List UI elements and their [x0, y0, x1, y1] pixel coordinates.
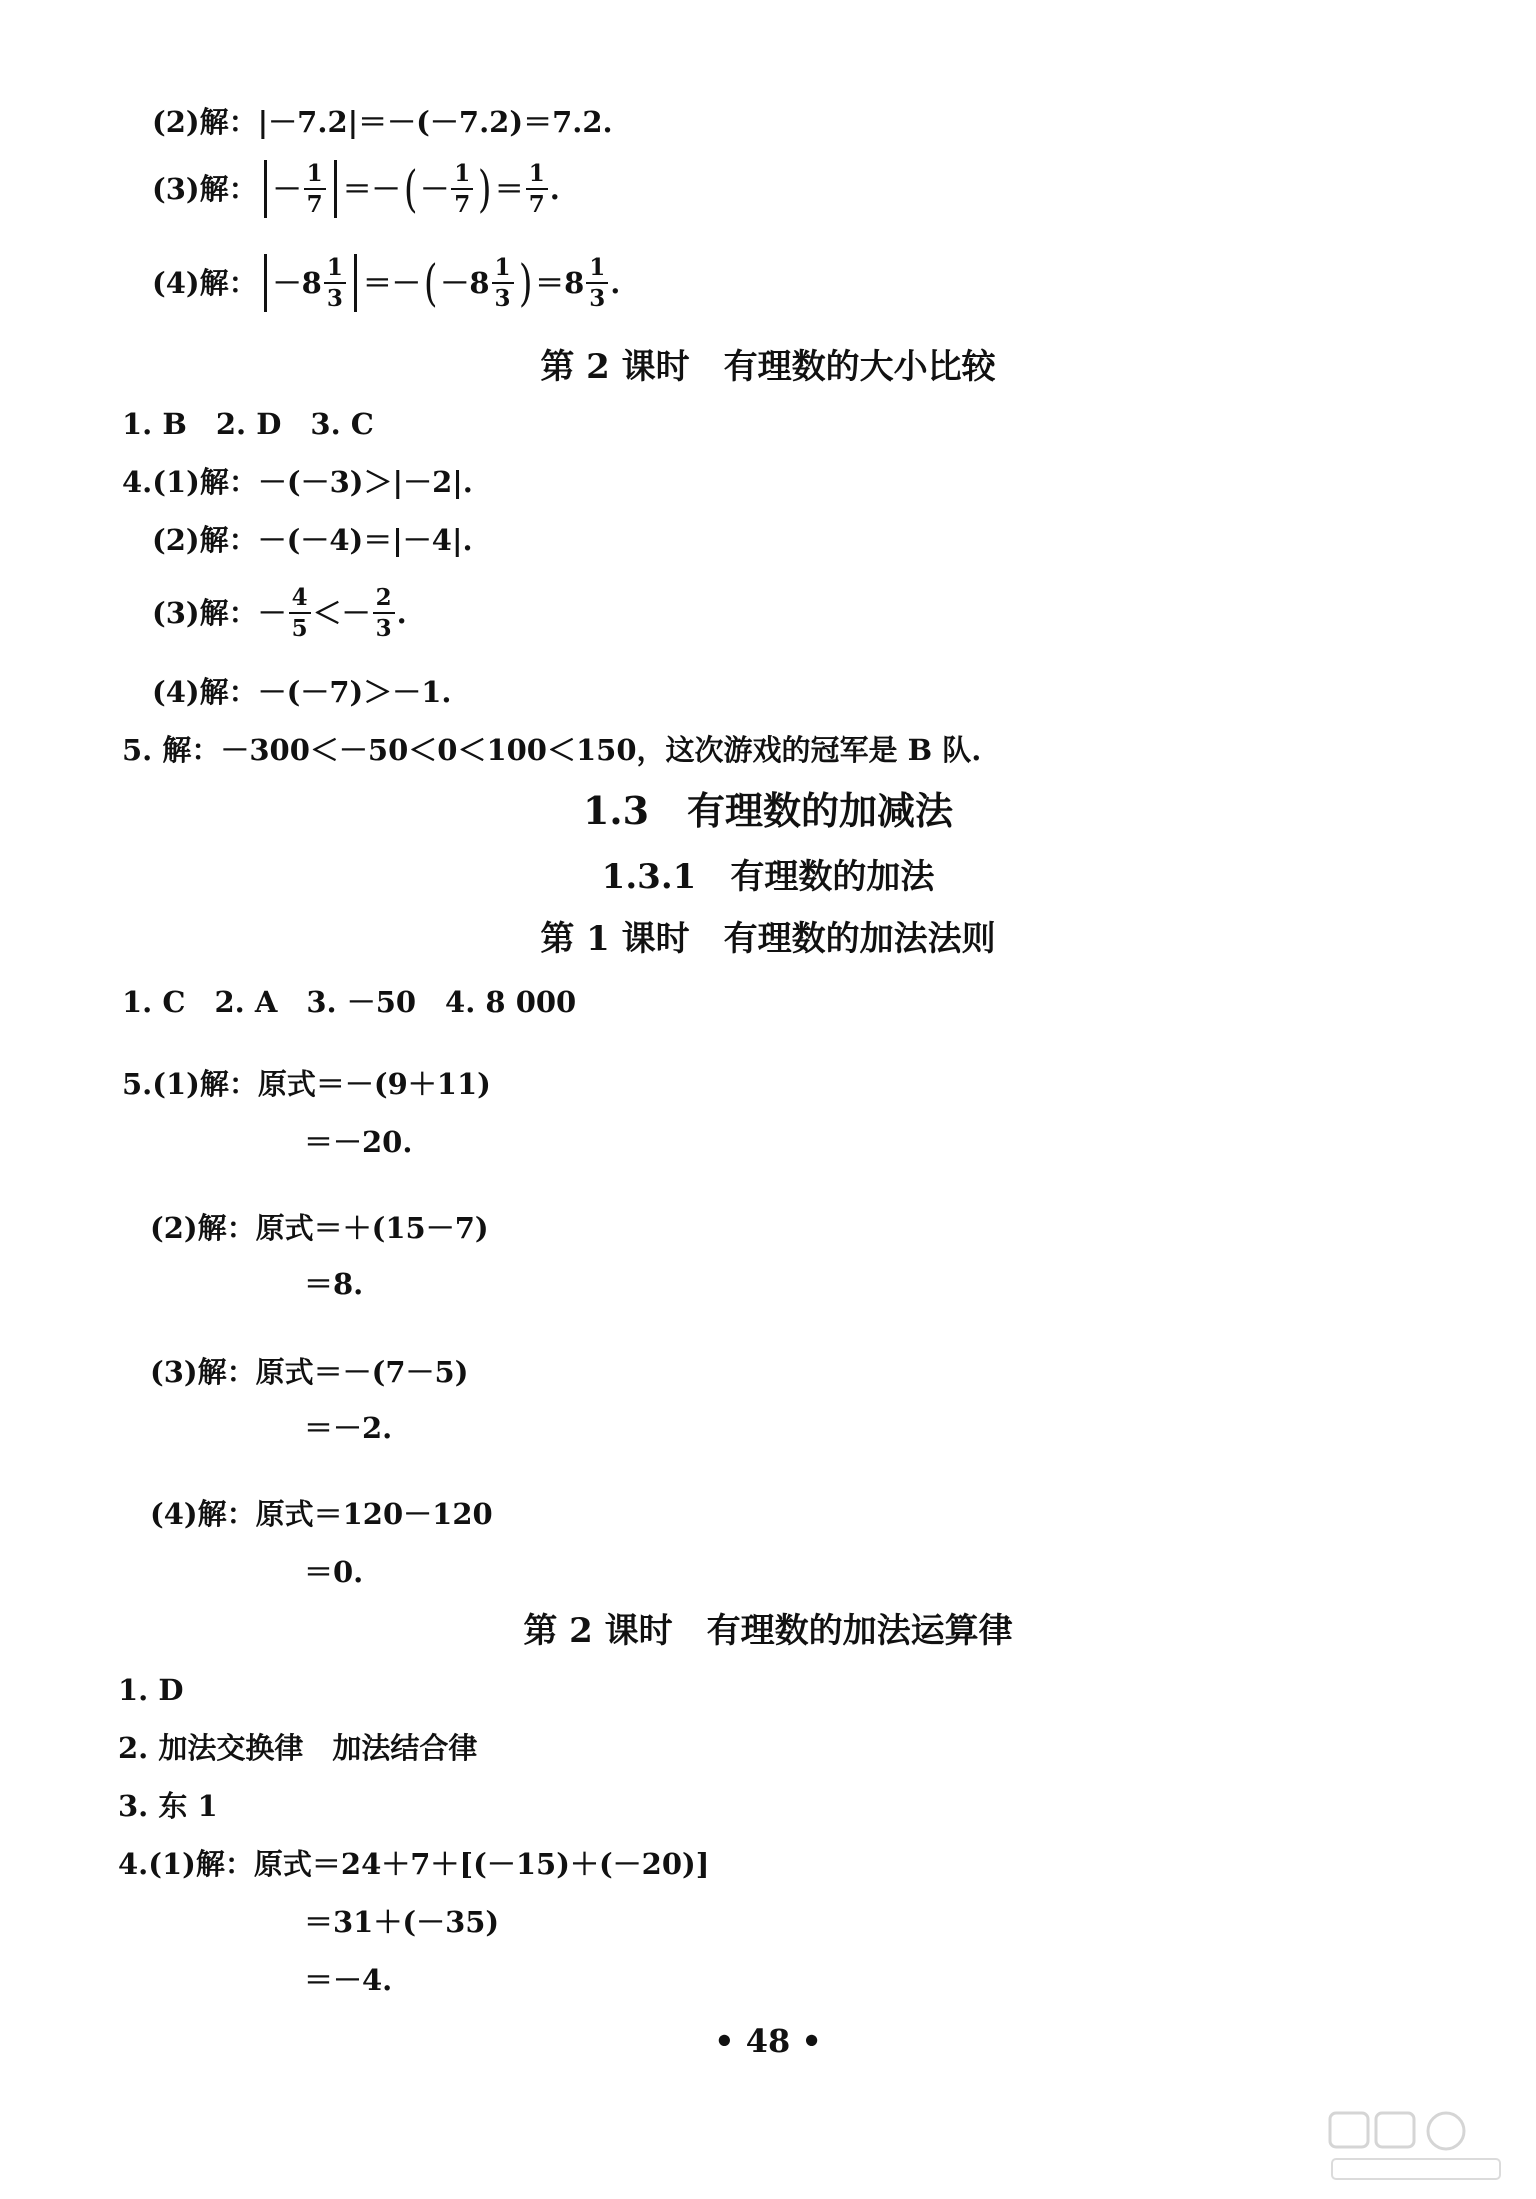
- operator: ＝－: [362, 265, 421, 300]
- page-number: • 48 •: [714, 2022, 822, 2060]
- lesson-heading: 第 1 课时 有理数的加法法则: [540, 919, 996, 959]
- denominator: 3: [326, 285, 343, 312]
- answer-line: (4)解：－(－7)＞－1.: [152, 675, 452, 709]
- answer-line: (4)解：原式＝120－120: [150, 1497, 493, 1531]
- operator: ＝8: [535, 265, 585, 300]
- answer-line: (2)解：|－7.2|＝－(－7.2)＝7.2.: [152, 105, 613, 139]
- left-paren: (: [403, 160, 418, 218]
- right-paren: ): [518, 254, 533, 312]
- answer-continuation: ＝－20.: [304, 1125, 413, 1159]
- denominator: 7: [306, 191, 323, 218]
- answer-line-fraction: [152, 160, 560, 218]
- period: .: [610, 265, 621, 300]
- denominator: 3: [494, 285, 511, 312]
- abs-bar: [264, 254, 267, 312]
- subsection-heading: 1.3.1 有理数的加法: [601, 857, 935, 897]
- answer-line: (2)解：原式＝＋(15－7): [150, 1211, 489, 1245]
- answer-line: 1. B 2. D 3. C: [122, 407, 374, 441]
- answer-continuation: ＝－2.: [304, 1411, 393, 1445]
- minus-sign: －: [272, 171, 302, 206]
- numerator: 4: [289, 585, 311, 614]
- operator: ＝－: [342, 171, 401, 206]
- answer-line: 5. 解：－300＜－50＜0＜100＜150，这次游戏的冠军是 B 队.: [122, 733, 982, 767]
- numerator: 1: [304, 161, 326, 190]
- answer-continuation: ＝－4.: [304, 1963, 393, 1997]
- mixed-whole: －8: [272, 265, 322, 300]
- denominator: 3: [375, 615, 392, 643]
- numerator: 1: [492, 255, 514, 284]
- period: .: [549, 171, 560, 206]
- answer-line: 3. 东 1: [118, 1789, 218, 1823]
- answer-line: 2. 加法交换律 加法结合律: [118, 1731, 478, 1765]
- answer-line: (2)解：－(－4)＝|－4|.: [152, 523, 473, 557]
- answer-line: 1. D: [118, 1673, 184, 1707]
- answer-line: 1. C 2. A 3. －50 4. 8 000: [122, 985, 577, 1019]
- lesson-heading: 第 2 课时 有理数的大小比较: [540, 347, 996, 387]
- fraction: [586, 255, 608, 312]
- fraction: [492, 255, 514, 312]
- answer-line: 4.(1)解：原式＝24＋7＋[(－15)＋(－20)]: [118, 1847, 710, 1881]
- line-prefix: (4)解：: [152, 265, 258, 300]
- numerator: 1: [451, 161, 473, 190]
- operator: ＝: [494, 171, 524, 206]
- operator: ＜－: [312, 595, 371, 630]
- fraction: [324, 255, 346, 312]
- answer-line-fraction: [152, 254, 620, 312]
- numerator: 1: [526, 161, 548, 190]
- fraction: [304, 161, 326, 218]
- section-heading: 1.3 有理数的加减法: [582, 788, 954, 833]
- denominator: 3: [589, 285, 606, 312]
- answer-continuation: ＝8.: [304, 1267, 364, 1301]
- answer-line: 4.(1)解：－(－3)＞|－2|.: [122, 465, 473, 499]
- numerator: 1: [586, 255, 608, 284]
- minus-sign: －: [420, 171, 450, 206]
- lesson-heading: 第 2 课时 有理数的加法运算律: [523, 1611, 1013, 1651]
- denominator: 5: [291, 615, 308, 643]
- numerator: 1: [324, 255, 346, 284]
- answer-continuation: ＝0.: [304, 1555, 364, 1589]
- answer-continuation: ＝31＋(－35): [304, 1905, 500, 1939]
- period: .: [396, 595, 407, 630]
- left-paren: (: [423, 254, 438, 312]
- fraction: [373, 585, 395, 642]
- right-paren: ): [478, 160, 492, 218]
- answer-line: 5.(1)解：原式＝－(9＋11): [122, 1067, 491, 1101]
- abs-bar: [354, 254, 357, 312]
- watermark-logo: [1326, 2107, 1506, 2187]
- abs-bar: [334, 160, 337, 218]
- answer-line: (3)解：原式＝－(7－5): [150, 1355, 469, 1389]
- abs-bar: [264, 160, 267, 218]
- fraction: [526, 161, 548, 218]
- fraction: [289, 585, 311, 642]
- denominator: 7: [454, 191, 471, 218]
- numerator: 2: [373, 585, 395, 614]
- line-prefix: (3)解：: [152, 171, 258, 206]
- denominator: 7: [528, 191, 545, 218]
- line-prefix: (3)解：－: [152, 595, 287, 630]
- fraction: [451, 161, 473, 218]
- answer-line-fraction: [152, 585, 407, 642]
- mixed-whole: －8: [440, 265, 490, 300]
